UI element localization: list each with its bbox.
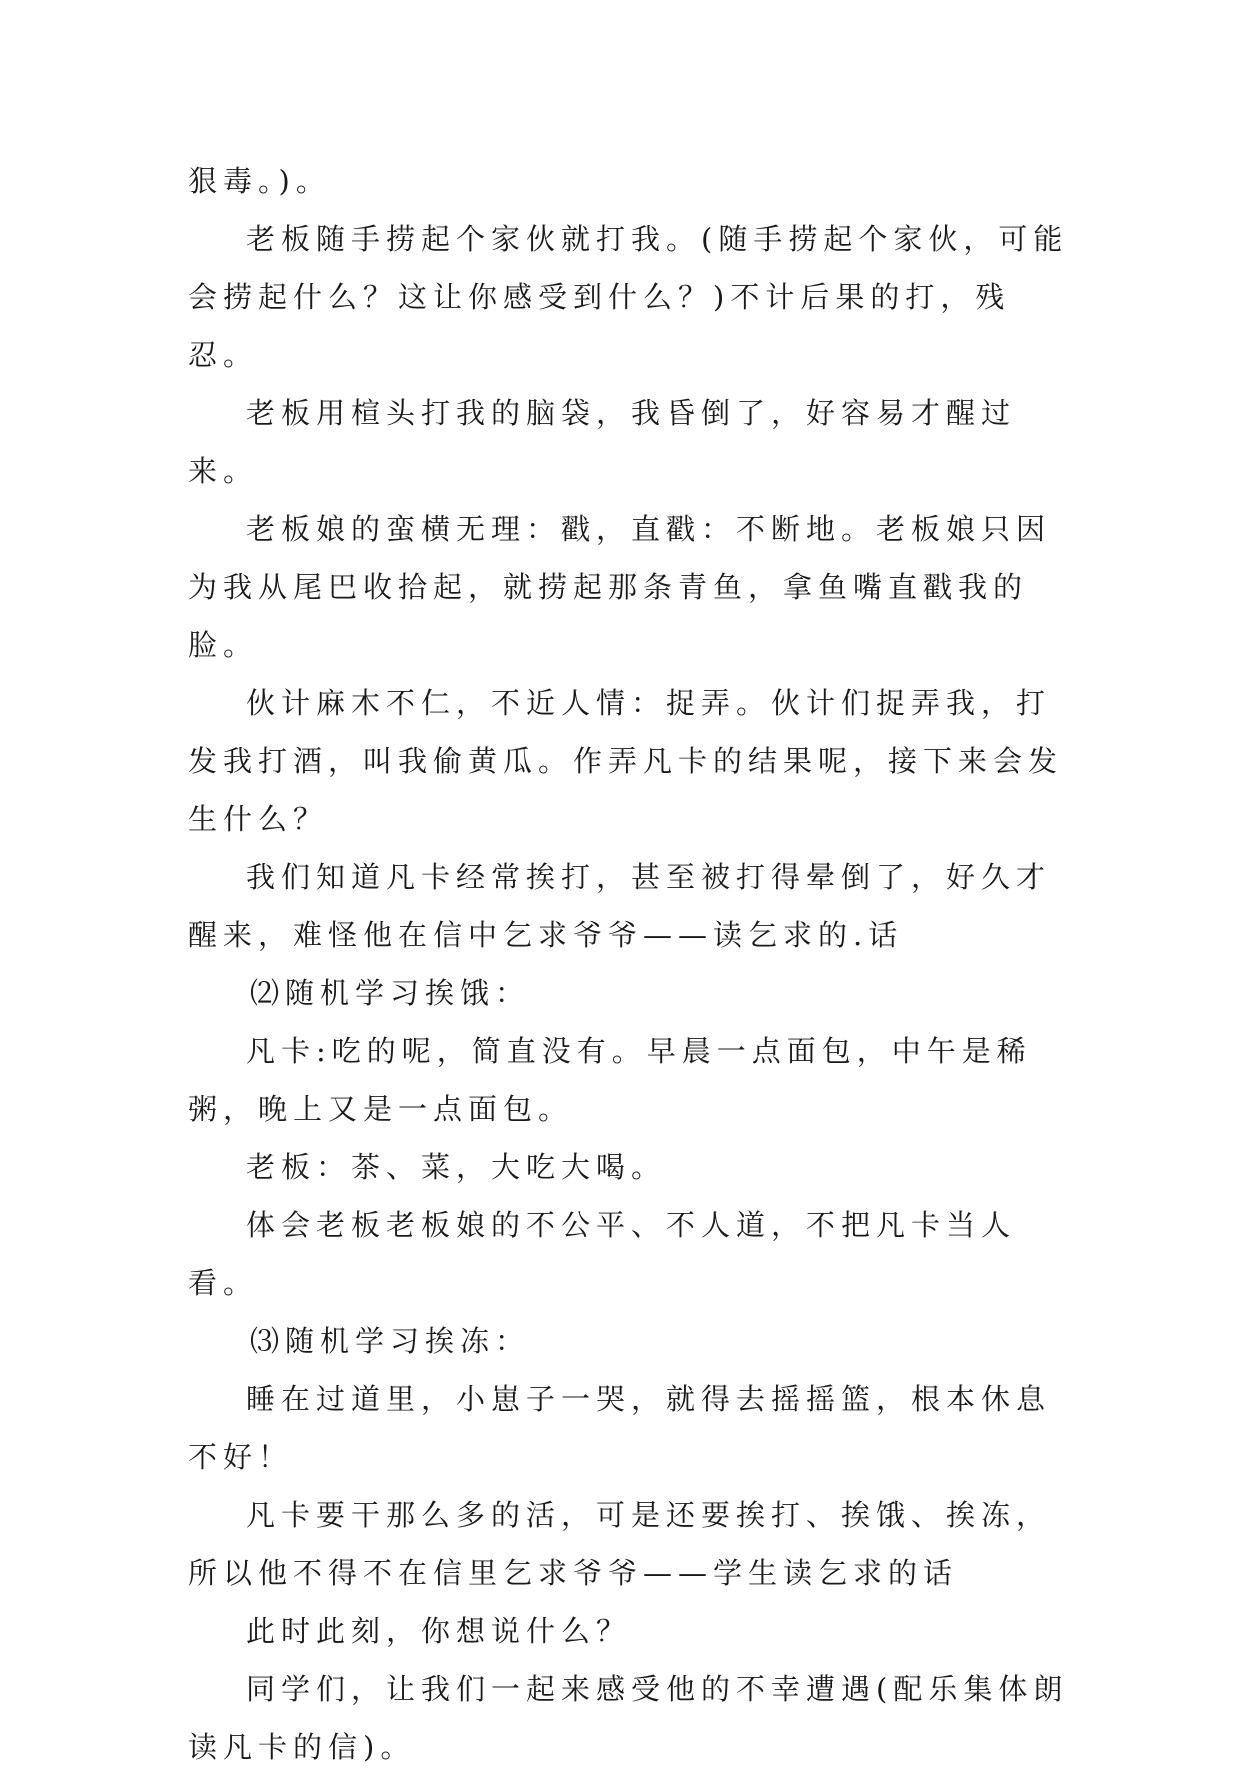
paragraph-4: 老板娘的蛮横无理：戳，直戳：不断地。老板娘只因为我从尾巴收拾起，就捞起那条青鱼，拿鱼嘴直戳我的脸。 [188,512,1052,662]
paragraph-11: 凡卡要干那么多的活，可是还要挨打、挨饿、挨冻，所以他不得不在信里乞求爷爷——学生读乞求的话 [188,1498,1052,1590]
paragraph-5: 伙计麻木不仁，不近人情：捉弄。伙计们捉弄我，打发我打酒，叫我偷黄瓜。作弄凡卡的结果呢，接下来会发生什么？ [188,686,1064,836]
paragraph-10: 睡在过道里，小崽子一哭，就得去摇摇篮，根本休息不好！ [188,1382,1052,1474]
paragraph-13: 同学们，让我们一起来感受他的不幸遭遇(配乐集体朗读凡卡的信)。 [188,1672,1069,1764]
document-body [188,152,1073,1776]
paragraph-1: 狠毒。)。 [188,164,331,198]
paragraph-8: 老板：茶、菜，大吃大喝。 [246,1150,667,1184]
subheading-cold: ⑶随机学习挨冻： [250,1324,531,1358]
paragraph-6: 我们知道凡卡经常挨打，甚至被打得晕倒了，好久才醒来，难怪他在信中乞求爷爷——读乞求的.话 [188,860,1052,952]
paragraph-12: 此时此刻，你想说什么？ [246,1614,632,1648]
paragraph-7: 凡卡:吃的呢，简直没有。早晨一点面包，中午是稀粥，晚上又是一点面包。 [188,1034,1032,1126]
paragraph-2: 老板随手捞起个家伙就打我。(随手捞起个家伙，可能会捞起什么？这让你感受到什么？)不计后果的打，残忍。 [188,222,1069,372]
paragraph-9: 体会老板老板娘的不公平、不人道，不把凡卡当人看。 [188,1208,1017,1300]
subheading-hunger: ⑵随机学习挨饿： [250,976,531,1010]
paragraph-3: 老板用楦头打我的脑袋，我昏倒了，好容易才醒过来。 [188,396,1017,488]
